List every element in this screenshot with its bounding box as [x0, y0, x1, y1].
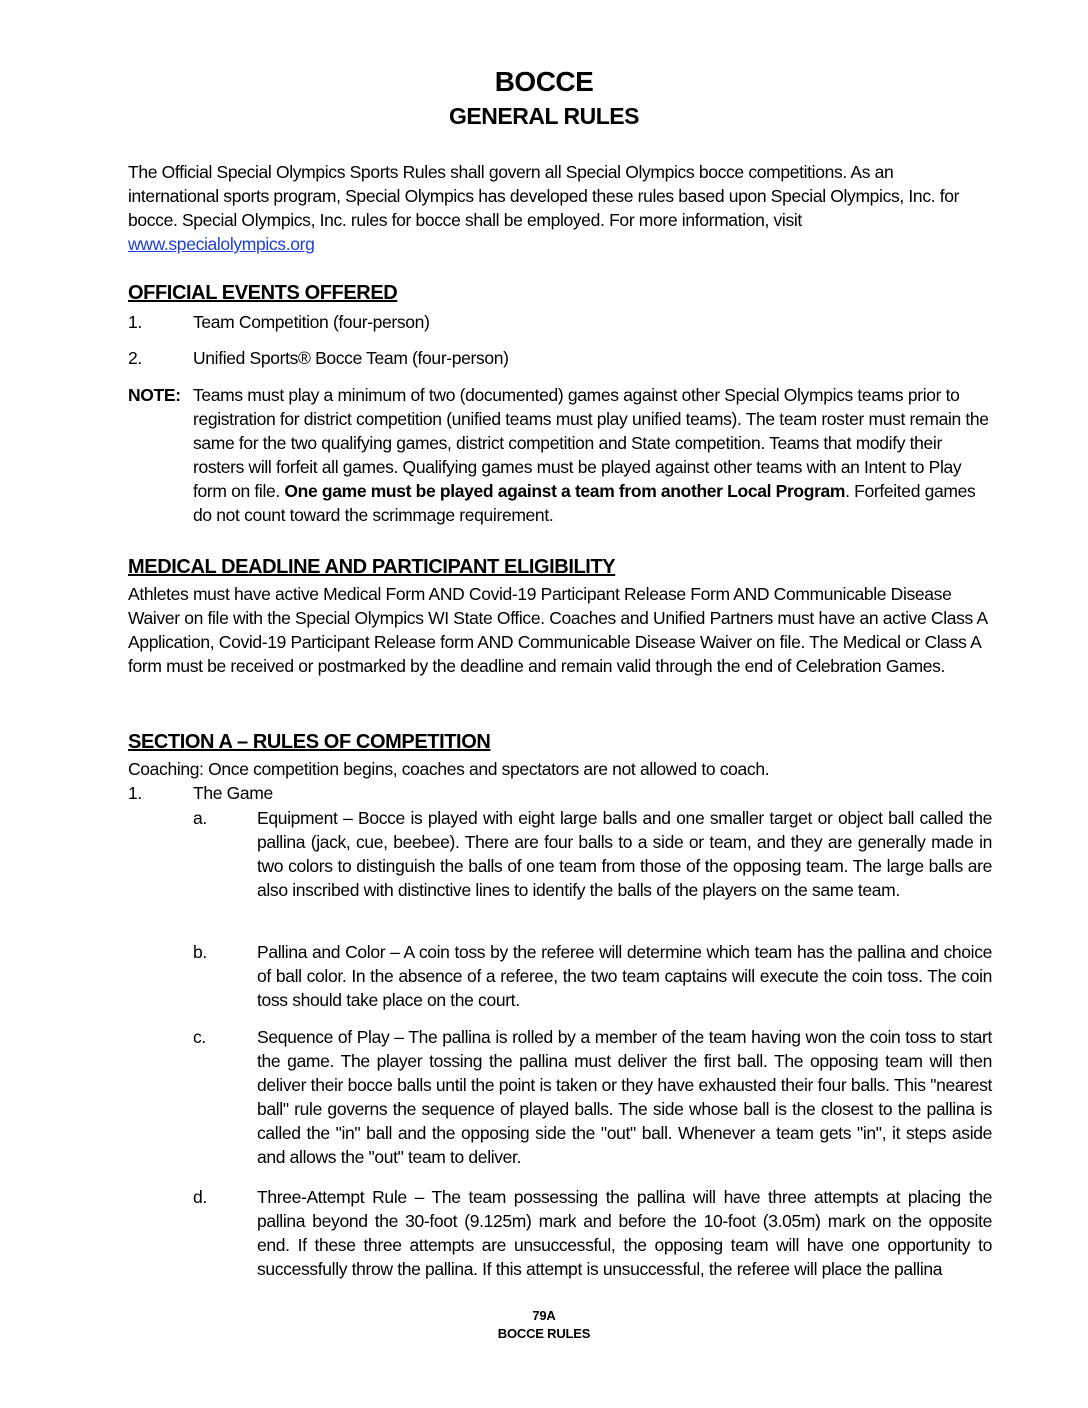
- rule-letter: c.: [193, 1027, 206, 1047]
- rule-letter: a.: [193, 808, 207, 828]
- rule-letter: b.: [193, 942, 207, 962]
- page-title: BOCCE: [494, 66, 594, 97]
- game-number: 1.: [128, 783, 142, 803]
- note-bold-text: One game must be played against a team from another Local Program: [284, 481, 846, 501]
- rule-sequence-of-play: Sequence of Play – The pallina is rolled by a member of the team having won the coin toss to start the game. The player tossing the pallina must deliver the first ball. The opposing team will then deliver their bocce balls until the point is taken or they have exhausted their four balls. This "nearest ball" rule governs the sequence of played balls. The side whose ball is the closest to the pallina is called the "in" ball and the opposing side the "out" ball. Whenever a team gets "in", it steps aside and allows the "out" team to deliver.: [257, 1027, 992, 1167]
- note-text-end: . Forfeited games do not count toward the scrimmage requirement.: [193, 481, 976, 525]
- medical-heading: MEDICAL DEADLINE AND PARTICIPANT ELIGIBILITY: [128, 556, 616, 578]
- medical-paragraph: Athletes must have active Medical Form AND Covid-19 Participant Release Form AND Communicable Disease Waiver on file with the Special Olympics WI State Office. Coaches and Unified Partners must have an active Class A Application, Covid-19 Participant Release form AND Communicable Disease Waiver on file. The Medical or Class A form must be received or postmarked by the deadline and remain valid through the end of Celebration Games.: [128, 584, 987, 676]
- event-item-team: Team Competition (four-person): [193, 312, 430, 332]
- rule-equipment: Equipment – Bocce is played with eight large balls and one smaller target or object ball called the pallina (jack, cue, beebee). There are four balls to a side or team, and they are generally made in two colors to distinguish the balls of one team from those of the opposing team. The large balls are also inscribed with distinctive lines to identify the balls of the players on the same team.: [257, 808, 992, 900]
- rule-three-attempt: Three-Attempt Rule – The team possessing the pallina will have three attempts at placing the pallina beyond the 30-foot (9.125m) mark and before the 10-foot (3.05m) mark on the opposite end. If these three attempts are unsuccessful, the opposing team will have one opportunity to successfully throw the pallina. If this attempt is unsuccessful, the referee will place the pallina: [257, 1187, 992, 1279]
- event-number: 1.: [128, 312, 142, 332]
- page-number: 79A: [532, 1308, 556, 1323]
- page-subtitle: GENERAL RULES: [449, 103, 639, 129]
- event-number: 2.: [128, 348, 142, 368]
- events-heading: OFFICIAL EVENTS OFFERED: [128, 282, 398, 304]
- event-item-unified: Unified Sports® Bocce Team (four-person): [193, 348, 509, 368]
- rule-letter: d.: [193, 1187, 207, 1207]
- note-paragraph: [193, 383, 993, 527]
- footer-label: BOCCE RULES: [497, 1326, 591, 1341]
- coaching-text: Coaching: Once competition begins, coaches and spectators are not allowed to coach.: [128, 759, 770, 779]
- intro-text: The Official Special Olympics Sports Rules shall govern all Special Olympics bocce competitions. As an international sports program, Special Olympics has developed these rules based upon Special Olympics, Inc. for bocce. Special Olympics, Inc. rules for bocce shall be employed. For more information, visit: [128, 162, 960, 230]
- intro-paragraph: [128, 160, 973, 256]
- rule-pallina-color: Pallina and Color – A coin toss by the referee will determine which team has the pallina and choice of ball color. In the absence of a referee, the two team captains will execute the coin toss. The coin toss should take place on the court.: [257, 942, 992, 1010]
- note-text: Teams must play a minimum of two (documented) games against other Special Olympics teams prior to registration for district competition (unified teams must play unified teams). The team roster must remain the same for the two qualifying games, district competition and State competition. Teams that modify their rosters will forfeit all games. Qualifying games must be played against other teams with an Intent to Play form on file.: [193, 385, 989, 501]
- note-label: NOTE:: [128, 385, 181, 405]
- game-label: The Game: [193, 783, 273, 803]
- specialolympics-link[interactable]: www.specialolympics.org: [128, 234, 315, 254]
- section-a-heading: SECTION A – RULES OF COMPETITION: [128, 731, 491, 753]
